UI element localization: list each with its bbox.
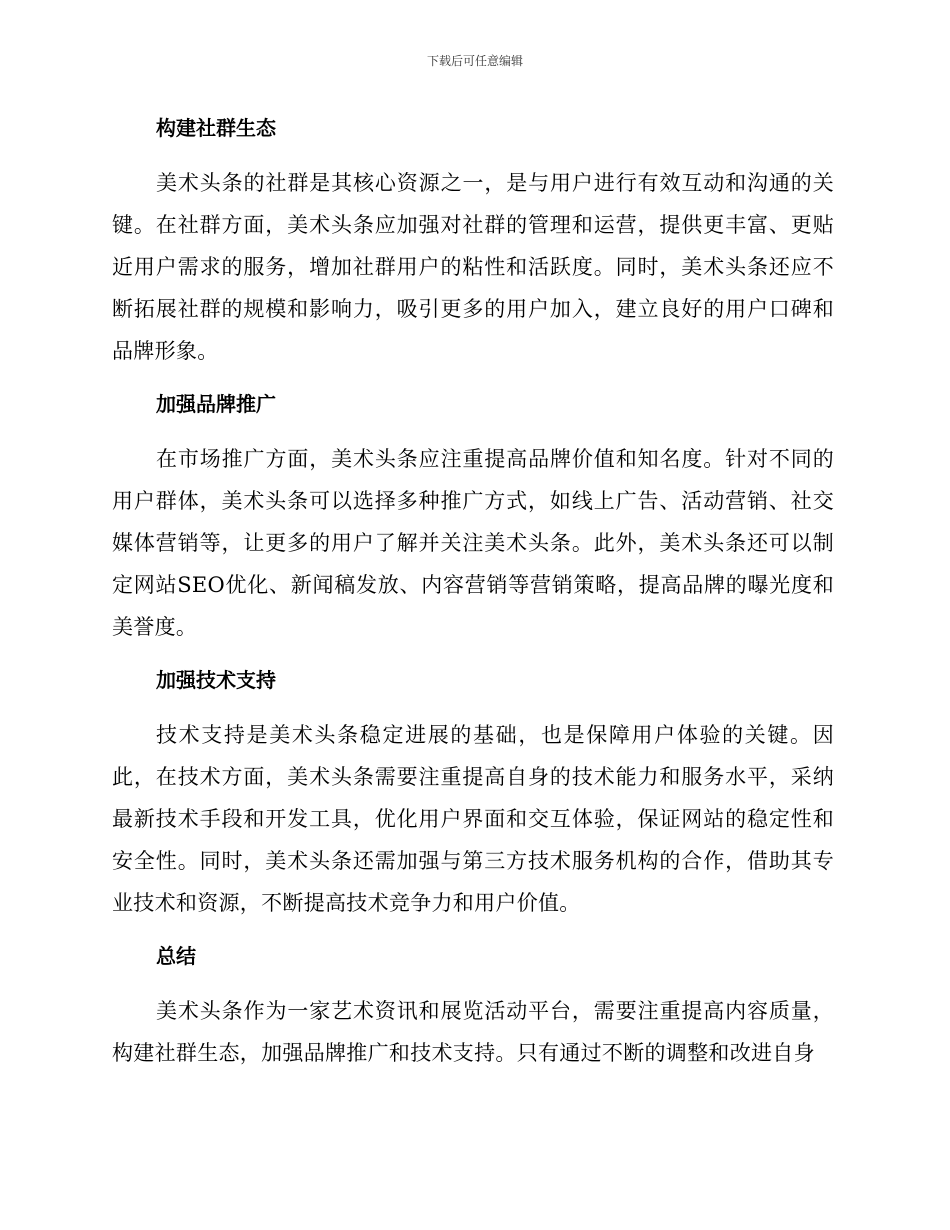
- section-heading-brand: 加强品牌推广: [156, 392, 276, 416]
- page-header: 下载后可任意编辑: [426, 54, 523, 68]
- section-paragraph-tech: 技术支持是美术头条稳定进展的基础，也是保障用户体验的关键。因此，在技术方面，美术头条需要注重提高自身的技术能力和服务水平，采纳最新技术手段和开发工具，优化用户界面和交互体验，保证网站的稳定性和安全性。同时，美术头条还需加强与第三方技术服务机构的合作，借助其专业技术和资源，不断提高技术竞争力和用户价值。: [112, 723, 834, 915]
- document-body: [112, 108, 834, 1086]
- section-paragraph-brand: 在市场推广方面，美术头条应注重提高品牌价值和知名度。针对不同的用户群体，美术头条可以选择多种推广方式，如线上广告、活动营销、社交媒体营销等，让更多的用户了解并关注美术头条。此外，美术头条还可以制定网站SEO优化、新闻稿发放、内容营销等营销策略，提高品牌的曝光度和美誉度。: [112, 447, 834, 639]
- section-heading-community: 构建社群生态: [156, 116, 276, 140]
- section-heading-tech: 加强技术支持: [156, 668, 276, 692]
- section-paragraph-summary: 美术头条作为一家艺术资讯和展览活动平台，需要注重提高内容质量，构建社群生态，加强品牌推广和技术支持。只有通过不断的调整和改进自身: [112, 999, 834, 1065]
- section-paragraph-community: 美术头条的社群是其核心资源之一，是与用户进行有效互动和沟通的关键。在社群方面，美术头条应加强对社群的管理和运营，提供更丰富、更贴近用户需求的服务，增加社群用户的粘性和活跃度。同时，美术头条还应不断拓展社群的规模和影响力，吸引更多的用户加入，建立良好的用户口碑和品牌形象。: [112, 171, 834, 363]
- section-heading-summary: 总结: [156, 944, 196, 968]
